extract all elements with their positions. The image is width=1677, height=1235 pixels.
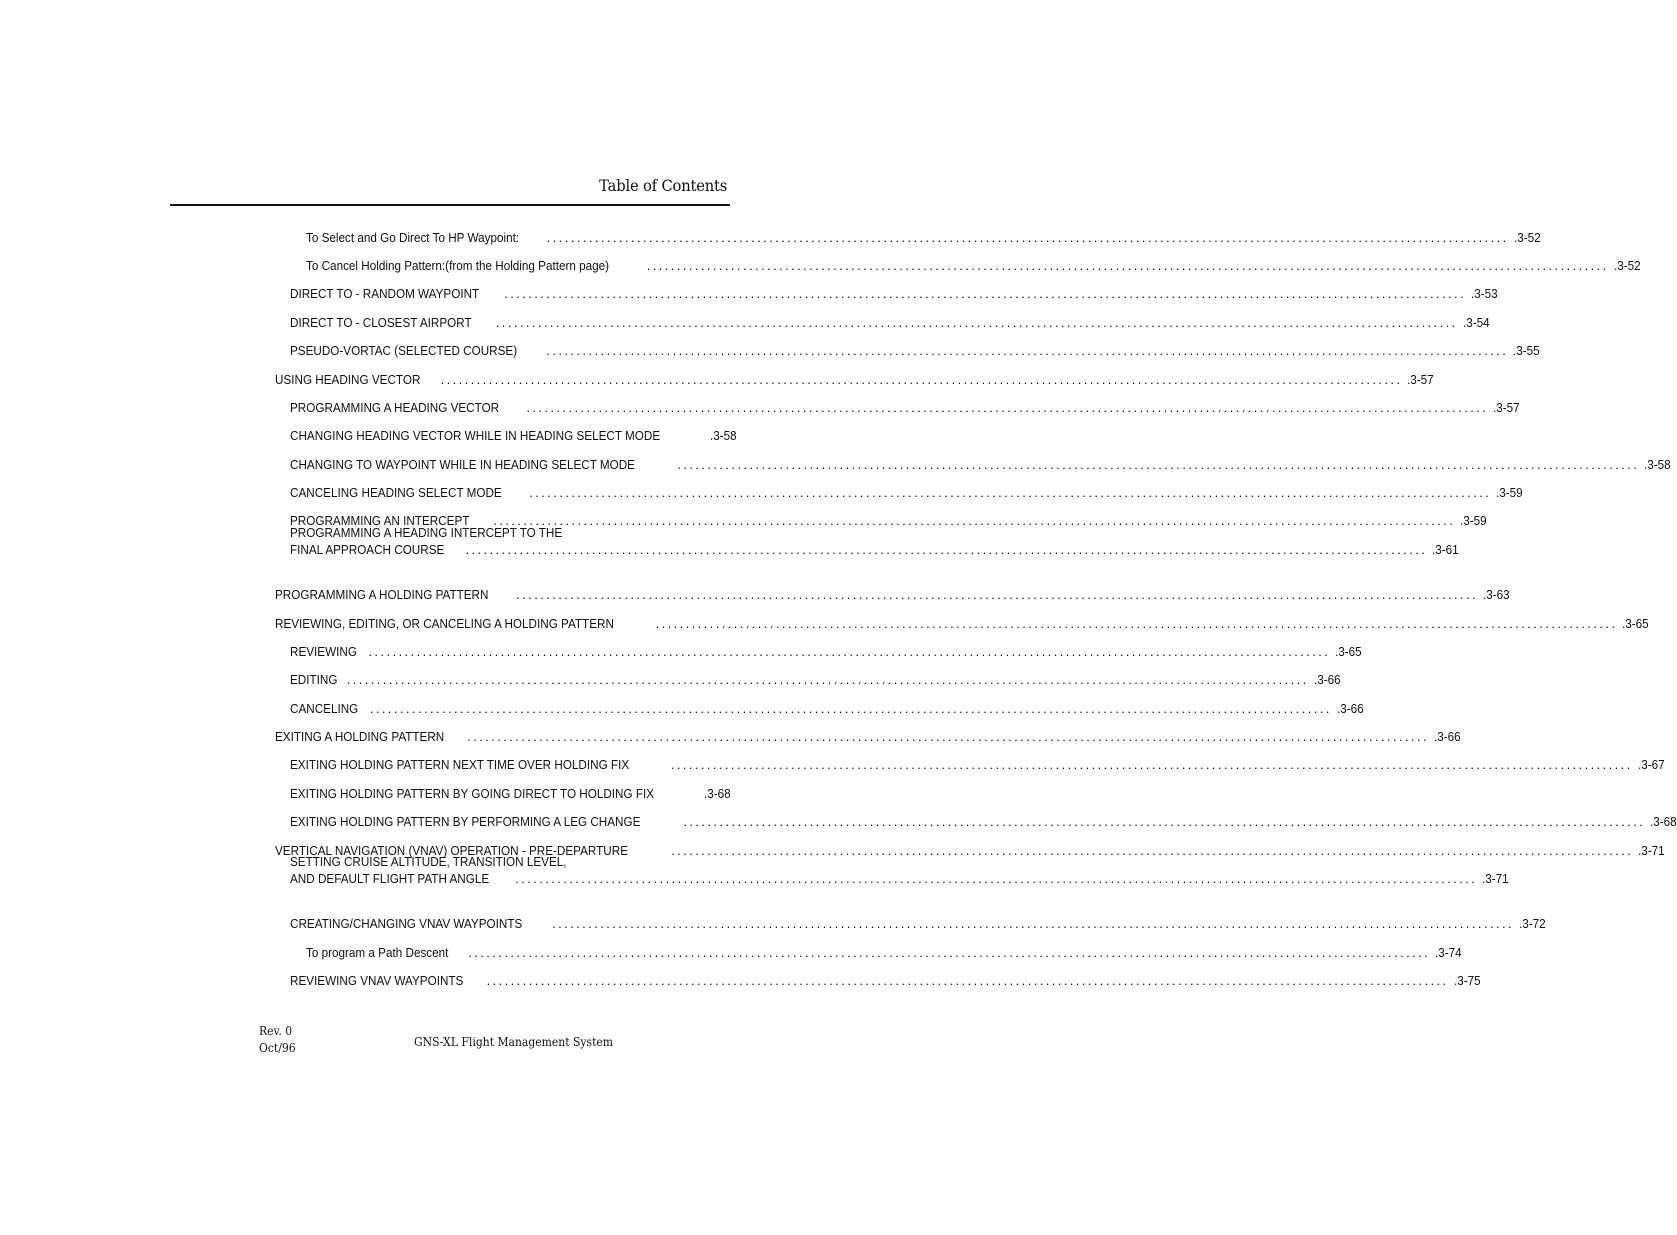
toc-entry[interactable] <box>290 456 1671 473</box>
toc-entry-title: PROGRAMMING A HEADING VECTOR <box>290 400 500 415</box>
toc-entry[interactable] <box>275 586 1510 603</box>
toc-entry[interactable] <box>290 484 1523 501</box>
dot-leader: ................................................................................................................................................................ <box>467 729 1429 744</box>
toc-entry[interactable] <box>306 257 1641 274</box>
toc-entry[interactable] <box>290 314 1490 331</box>
toc-entry-title: DIRECT TO - RANDOM WAYPOINT <box>290 286 480 301</box>
toc-entry-title: To Select and Go Direct To HP Waypoint: <box>306 230 520 245</box>
dot-leader: ................................................................................................................................................................ <box>646 258 1609 273</box>
dot-leader: ................................................................................................................................................................ <box>552 916 1514 931</box>
toc-entry-title: REVIEWING <box>290 644 357 659</box>
toc-entry-page: .3-59 <box>1496 485 1523 500</box>
toc-entry-title: EDITING <box>290 672 338 687</box>
dot-leader: ................................................................................................................................................................ <box>655 616 1618 631</box>
page-header-title: Table of Contents <box>598 176 727 195</box>
toc-entry-title: SETTING CRUISE ALTITUDE, TRANSITION LEVEL, <box>290 854 567 869</box>
toc-entry[interactable] <box>290 427 737 444</box>
toc-entry-page: .3-54 <box>1462 315 1490 330</box>
toc-entry-title: DIRECT TO - CLOSEST AIRPORT <box>290 315 472 330</box>
toc-entry[interactable] <box>306 229 1541 246</box>
toc-entry-title: PSEUDO-VORTAC (SELECTED COURSE) <box>290 343 518 358</box>
toc-entry[interactable] <box>275 615 1650 632</box>
toc-entry-page: .3-71 <box>1482 871 1509 886</box>
toc-entry[interactable] <box>290 700 1364 717</box>
dot-leader: ................................................................................................................................................................ <box>683 814 1646 829</box>
dot-leader: ................................................................................................................................................................ <box>546 343 1509 358</box>
toc-entry[interactable] <box>290 853 1509 887</box>
toc-entry-title: EXITING HOLDING PATTERN NEXT TIME OVER HOLDING FIX <box>290 757 630 772</box>
toc-entry-title: CHANGING TO WAYPOINT WHILE IN HEADING SELECT MODE <box>290 457 635 472</box>
footer-revision: Rev. 0 <box>259 1024 293 1038</box>
toc-entry[interactable] <box>275 728 1461 745</box>
toc-entry-page: .3-66 <box>1336 701 1364 716</box>
toc-entry-title: To Cancel Holding Pattern:(from the Holding Pattern page) <box>306 258 610 273</box>
footer-date: Oct/96 <box>259 1041 296 1055</box>
toc-entry-title: EXITING HOLDING PATTERN BY GOING DIRECT TO HOLDING FIX <box>290 786 655 801</box>
toc-entry-page: .3-66 <box>1313 672 1341 687</box>
toc-entry-page: .3-58 <box>710 428 737 443</box>
toc-entry-page: .3-68 <box>1650 814 1677 829</box>
dot-leader: ................................................................................................................................................................ <box>546 230 1509 245</box>
toc-entry-title: PROGRAMMING A HOLDING PATTERN <box>275 587 489 602</box>
toc-entry-title: USING HEADING VECTOR <box>275 372 421 387</box>
dot-leader: ................................................................................................................................................................ <box>516 587 1479 602</box>
toc-entry-title: CANCELING HEADING SELECT MODE <box>290 485 502 500</box>
toc-entry-page: .3-75 <box>1453 973 1481 988</box>
toc-entry-title: EXITING HOLDING PATTERN BY PERFORMING A LEG CHANGE <box>290 814 641 829</box>
toc-entry-page: .3-65 <box>1622 616 1650 631</box>
toc-entry-page: .3-74 <box>1435 945 1462 960</box>
toc-entry[interactable] <box>290 813 1677 830</box>
toc-entry[interactable] <box>290 643 1362 660</box>
toc-entry-page: .3-61 <box>1432 542 1459 557</box>
toc-entry-page: .3-59 <box>1460 513 1487 528</box>
toc-entry[interactable] <box>306 944 1462 961</box>
toc-entry-title: REVIEWING, EDITING, OR CANCELING A HOLDING PATTERN <box>275 616 614 631</box>
dot-leader: ................................................................................................................................................................ <box>670 757 1633 772</box>
toc-entry-title: CHANGING HEADING VECTOR WHILE IN HEADING SELECT MODE <box>290 428 661 443</box>
dot-leader: ................................................................................................................................................................ <box>468 945 1431 960</box>
toc-entry-title: PROGRAMMING AN INTERCEPT <box>290 513 470 528</box>
dot-leader: ................................................................................................................................................................ <box>440 372 1403 387</box>
toc-entry-page: .3-66 <box>1433 729 1461 744</box>
toc-entry[interactable] <box>290 785 731 802</box>
dot-leader: ................................................................................................................................................................ <box>346 672 1309 687</box>
toc-entry-page: .3-57 <box>1493 400 1520 415</box>
toc-entry-title: CANCELING <box>290 701 359 716</box>
dot-leader: ................................................................................................................................................................ <box>486 973 1449 988</box>
dot-leader: ................................................................................................................................................................ <box>526 400 1489 415</box>
toc-entry-page: .3-72 <box>1518 916 1546 931</box>
toc-entry-title: To program a Path Descent <box>306 945 449 960</box>
toc-entry-title: FINAL APPROACH COURSE <box>290 542 445 557</box>
dot-leader: ................................................................................................................................................................ <box>529 485 1492 500</box>
toc-entry-title: CREATING/CHANGING VNAV WAYPOINTS <box>290 916 523 931</box>
toc-entry-page: .3-67 <box>1637 757 1665 772</box>
toc-entry[interactable] <box>290 285 1498 302</box>
toc-entry-page: .3-57 <box>1407 372 1435 387</box>
footer-revision-block <box>259 1023 296 1057</box>
toc-entry[interactable] <box>290 756 1665 773</box>
toc-entry[interactable] <box>290 915 1546 932</box>
toc-entry[interactable] <box>290 524 1459 558</box>
dot-leader: ................................................................................................................................................................ <box>671 843 1634 858</box>
toc-entry-page: .3-63 <box>1483 587 1510 602</box>
toc-entry-page: .3-53 <box>1471 286 1498 301</box>
toc-entry[interactable] <box>290 399 1520 416</box>
toc-entry-page: .3-65 <box>1335 644 1362 659</box>
toc-entry[interactable] <box>290 342 1540 359</box>
toc-entry-page: .3-52 <box>1513 230 1541 245</box>
toc-entry-title: VERTICAL NAVIGATION (VNAV) OPERATION - PRE-DEPARTURE <box>275 843 629 858</box>
dot-leader: ................................................................................................................................................................ <box>677 457 1640 472</box>
dot-leader: ................................................................................................................................................................ <box>495 315 1458 330</box>
dot-leader: ................................................................................................................................................................ <box>515 871 1478 886</box>
footer-product-name: GNS-XL Flight Management System <box>414 1035 614 1049</box>
toc-entry-title: REVIEWING VNAV WAYPOINTS <box>290 973 464 988</box>
toc-entry[interactable] <box>290 972 1481 989</box>
toc-entry-title: EXITING A HOLDING PATTERN <box>275 729 445 744</box>
toc-entry-page: .3-52 <box>1613 258 1641 273</box>
toc-entry-title: PROGRAMMING A HEADING INTERCEPT TO THE <box>290 525 563 540</box>
dot-leader: ................................................................................................................................................................ <box>504 286 1467 301</box>
toc-entry[interactable] <box>290 671 1341 688</box>
toc-entry-title: AND DEFAULT FLIGHT PATH ANGLE <box>290 871 490 886</box>
toc-entry-page: .3-55 <box>1513 343 1540 358</box>
dot-leader: ................................................................................................................................................................ <box>465 542 1428 557</box>
dot-leader: ................................................................................................................................................................ <box>368 644 1331 659</box>
toc-entry[interactable] <box>275 371 1435 388</box>
toc-entry-page: .3-58 <box>1644 457 1671 472</box>
toc-entry-page: .3-71 <box>1638 843 1665 858</box>
dot-leader: ................................................................................................................................................................ <box>493 513 1456 528</box>
toc-entry-page: .3-68 <box>703 786 731 801</box>
dot-leader: ................................................................................................................................................................ <box>369 701 1332 716</box>
